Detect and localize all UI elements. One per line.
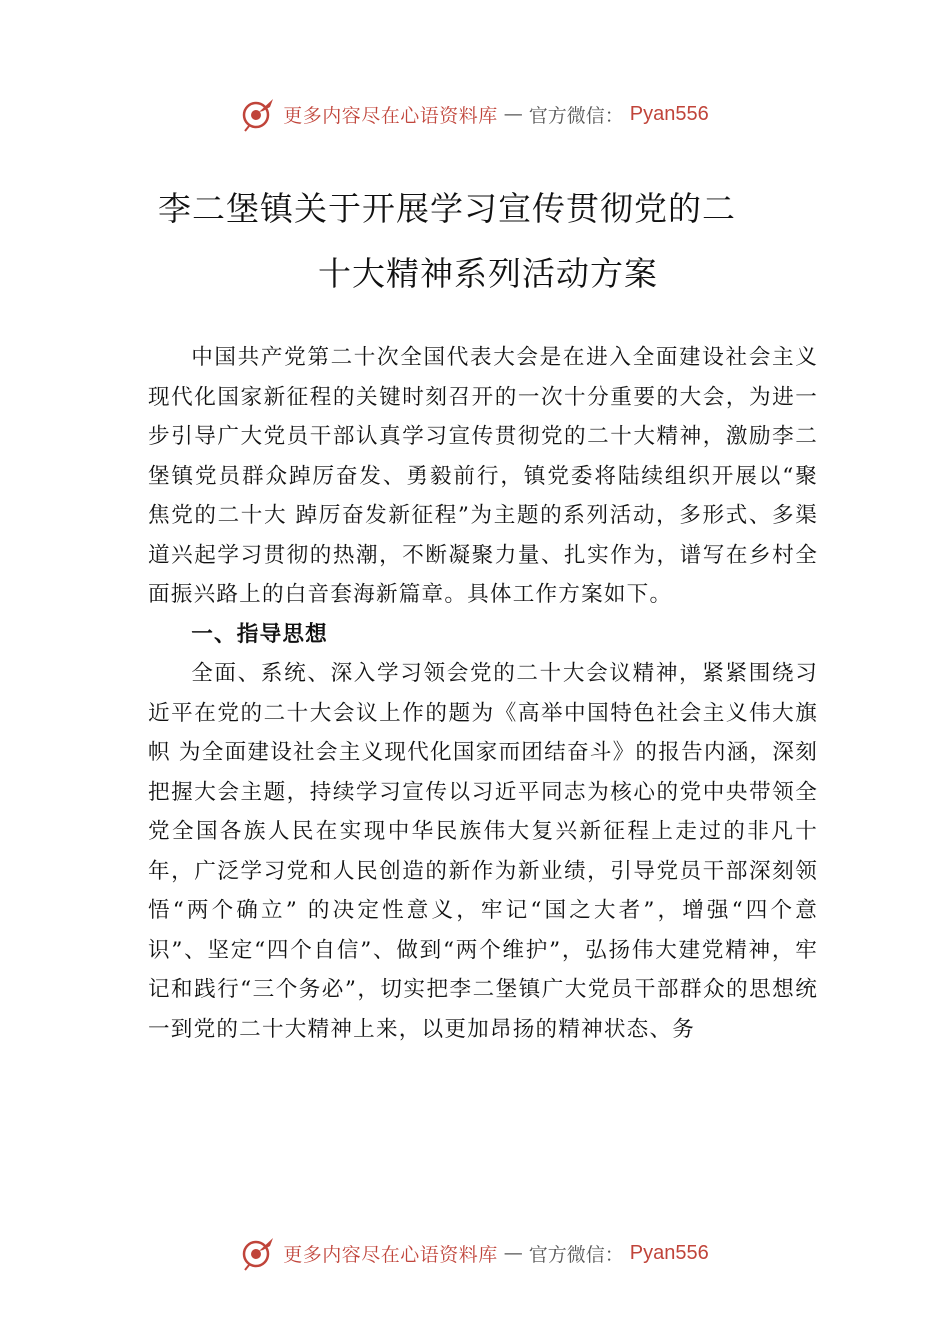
document-title-line-1: 李二堡镇关于开展学习宣传贯彻党的二 xyxy=(158,189,736,228)
document-title-line-2: 十大精神系列活动方案 xyxy=(318,254,658,293)
watermark-wechat-id: Pyan556 xyxy=(629,1241,709,1264)
section-heading-guiding-ideology: 一、指导思想 xyxy=(191,621,328,647)
watermark-brand: 更多内容尽在心语资料库 xyxy=(283,104,498,127)
watermark-official-label: 官方微信： xyxy=(528,104,624,127)
document-body xyxy=(148,338,818,1049)
guiding-ideology-paragraph: 全面、系统、深入学习领会党的二十大会议精神，紧紧围绕习近平在党的二十大会议上作的题为《高举中国特色社会主义伟大旗帜 为全面建设社会主义现代化国家而团结奋斗》的报告内涵，深刻把握大会主题，持续学习宣传以习近平同志为核心的党中央带领全党全国各族人民在实现中华民族伟大复兴新征程上走过的非凡十年，广泛学习党和人民创造的新作为新业绩，引导党员干部深刻领悟“两个确立” 的决定性意义，牢记“国之大者”，增强“四个意识”、坚定“四个自信”、做到“两个维护”，弘扬伟大建党精神，牢记和践行“三个务必”，切实把李二堡镇广大党员干部群众的思想统一到党的二十大精神上来，以更加昂扬的精神状态、务 xyxy=(148,661,818,1042)
quill-logo-icon xyxy=(241,96,277,132)
header-watermark xyxy=(0,94,950,134)
intro-paragraph: 中国共产党第二十次全国代表大会是在进入全面建设社会主义现代化国家新征程的关键时刻召开的一次十分重要的大会，为进一步引导广大党员干部认真学习宣传贯彻党的二十大精神，激励李二堡镇党员群众踔厉奋发、勇毅前行，镇党委将陆续组织开展以“聚焦党的二十大 踔厉奋发新征程”为主题的系列活动，多形式、多渠道兴起学习贯彻的热潮，不断凝聚力量、扎实作为，谱写在乡村全面振兴路上的白音套海新篇章。具体工作方案如下。 xyxy=(148,345,818,607)
watermark-official-label: 官方微信： xyxy=(528,1243,624,1266)
watermark-brand: 更多内容尽在心语资料库 xyxy=(283,1243,498,1266)
watermark-separator: — xyxy=(503,103,523,125)
watermark-wechat-id: Pyan556 xyxy=(629,102,709,125)
quill-logo-icon xyxy=(241,1235,277,1271)
watermark-separator: — xyxy=(503,1242,523,1264)
footer-watermark xyxy=(0,1233,950,1273)
